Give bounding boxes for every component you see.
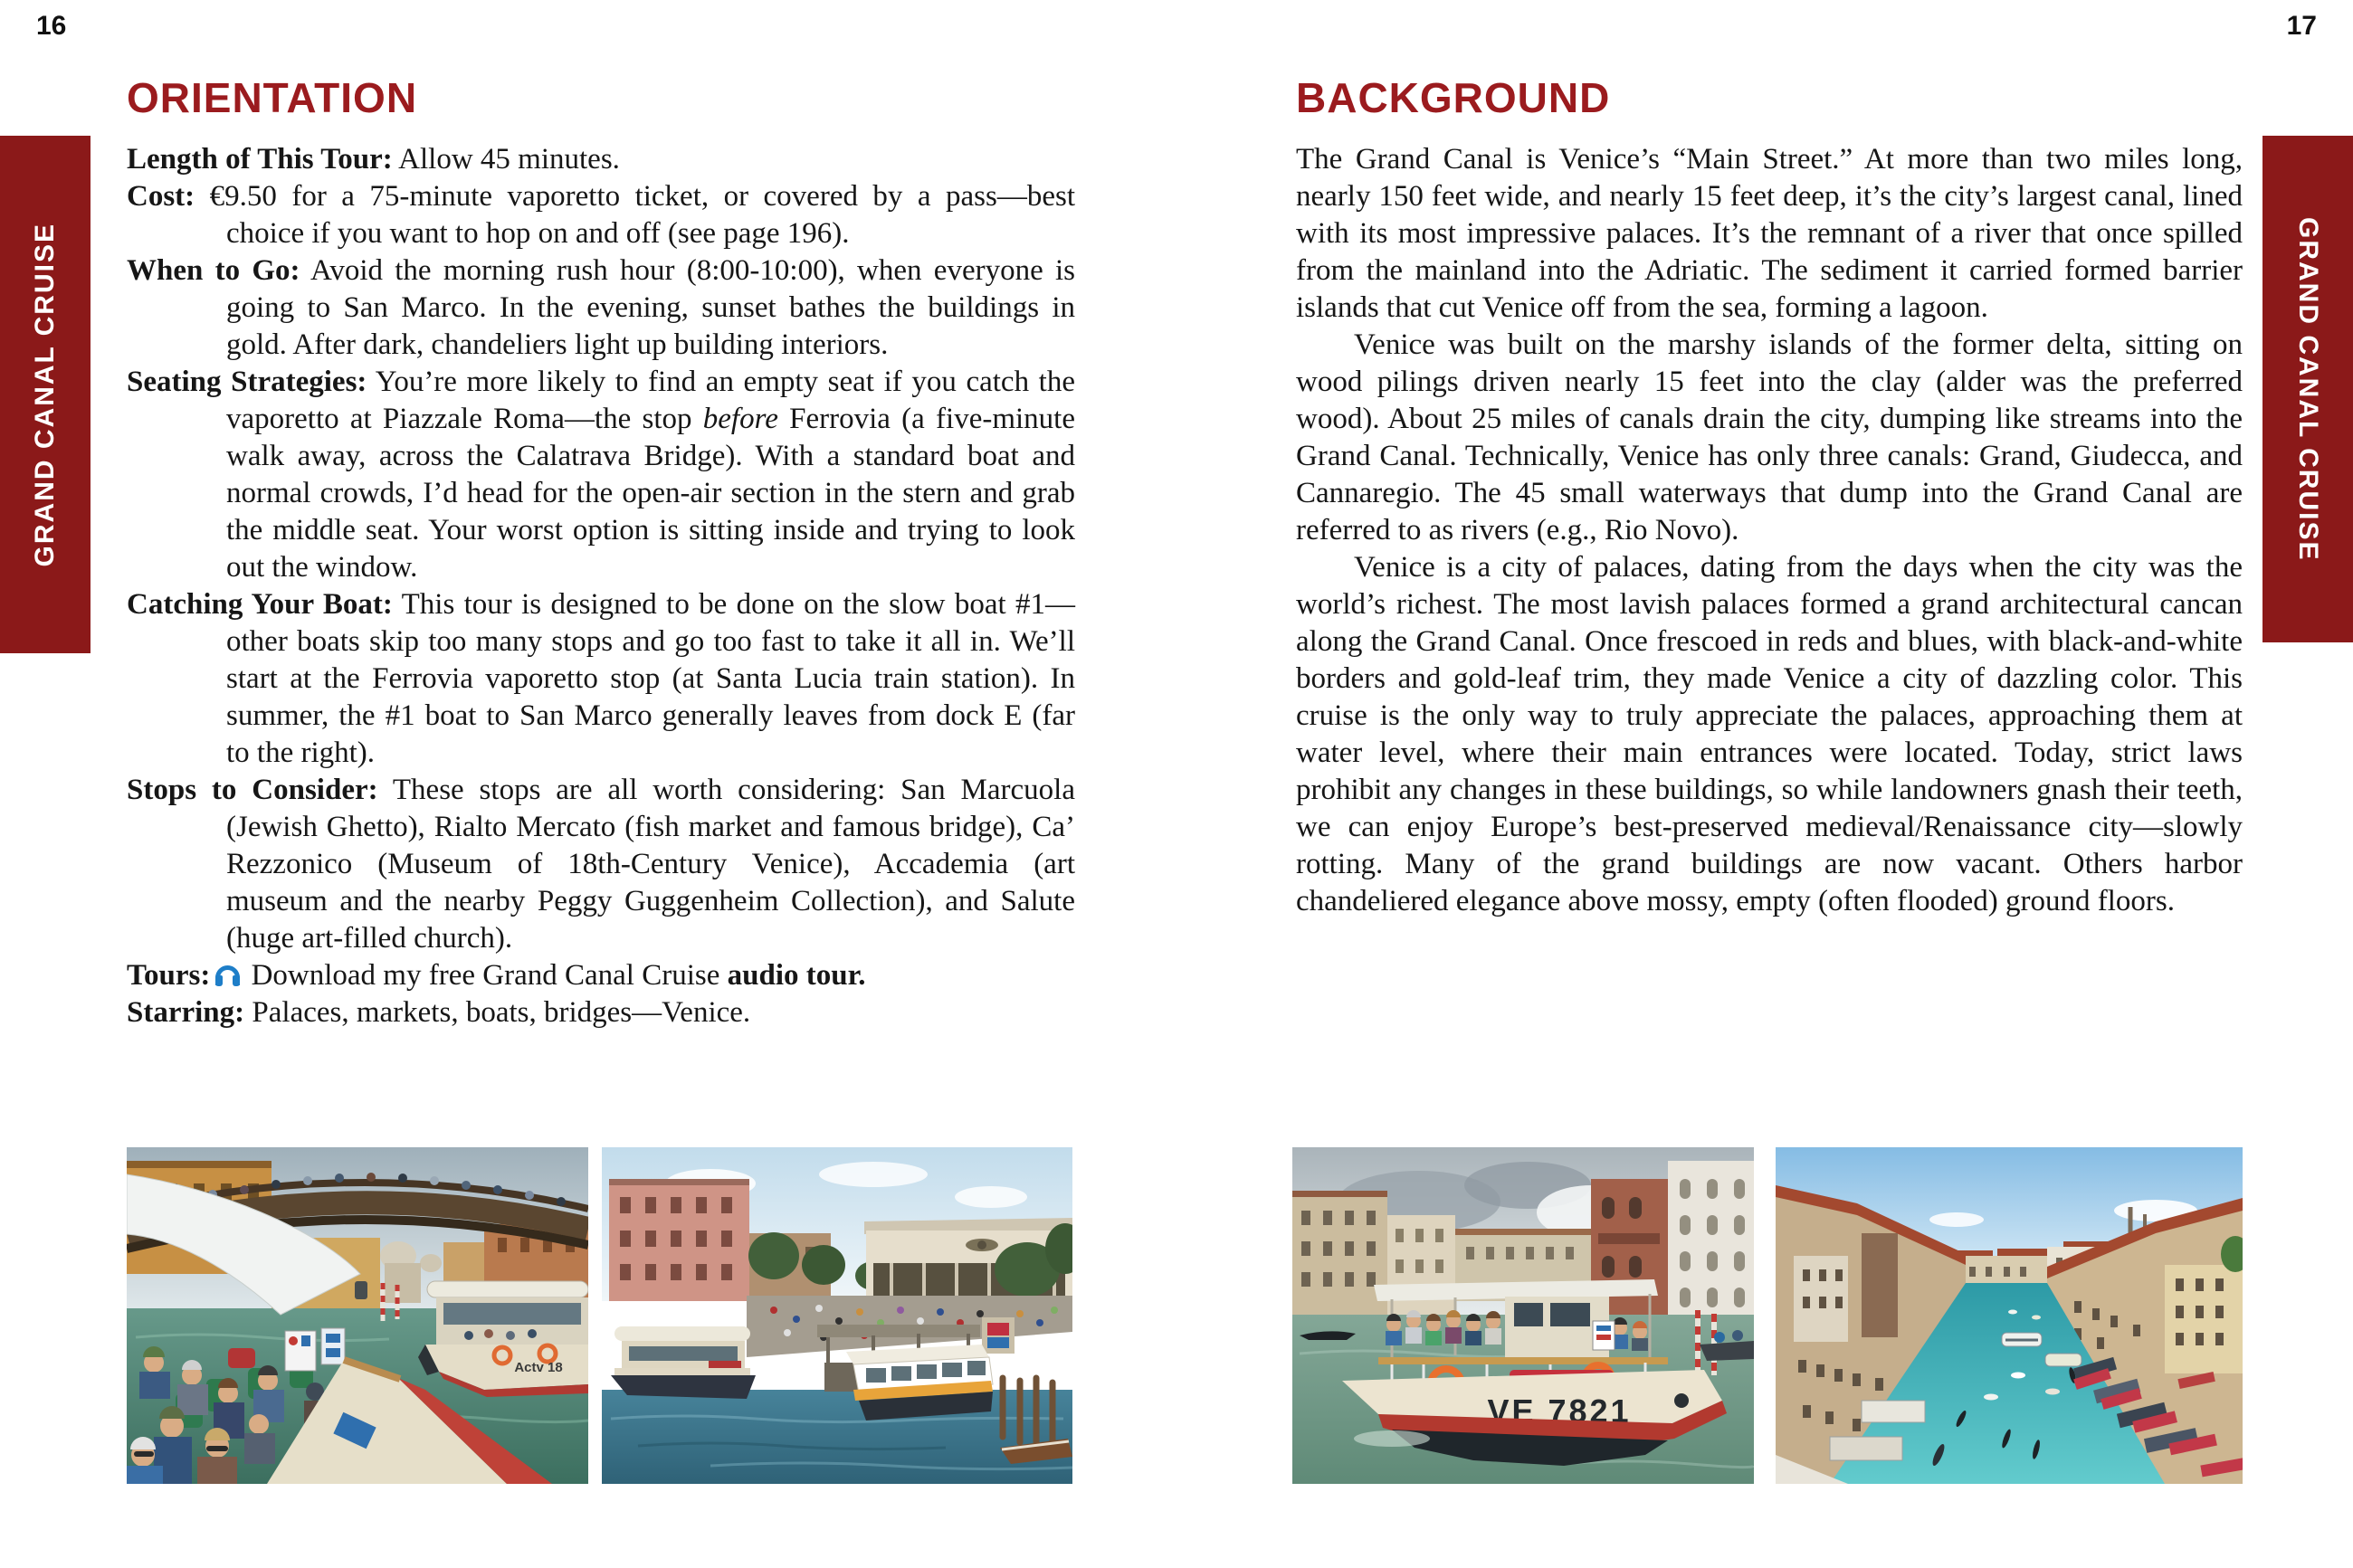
- orientation-entry: Catching Your Boat: This tour is designed to be done on the slow boat #1—other boats skip too many stops and go too fast to take it all in. We’ll start at the Ferrovia vaporetto stop (at Santa Lucia train station). In summer, the #1 boat to San Marco generally leaves from dock E (far to the right).: [127, 588, 1075, 769]
- background-paragraph: Venice is a city of palaces, dating from the days when the city was the world’s richest. The most lavish palaces formed a grand architectural cancan along the Grand Canal. Once frescoed in reds and blues, with black-and-white borders and gold-leaf trim, they made Venice a city of dazzling color. This cruise is the only way to truly appreciate the palaces, approaching them at water level, where their main entrances were located. Today, strict laws prohibit any changes in these buildings, so while landowners gnash their teeth, we can enjoy Europe’s best-preserved medieval/Renaissance city—slowly rotting. Many of the grand buildings are now vacant. Others harbor chandeliered elegance above mossy, empty (often flooded) ground floors.: [1296, 551, 2243, 917]
- orientation-entry: Length of This Tour: Allow 45 minutes.: [127, 143, 620, 176]
- photo-vaporetto-ve7821: [1292, 1147, 1754, 1484]
- orientation-entries: [127, 141, 1075, 1031]
- chapter-tab-label: GRAND CANAL CRUISE: [2293, 216, 2323, 562]
- photo-illustration: [1292, 1147, 1754, 1484]
- chapter-tab-left: [0, 136, 90, 653]
- moored-vaporetto-center: [846, 1345, 993, 1421]
- photo-vaporetto-stern-accademia-bridge: [127, 1147, 588, 1484]
- orientation-entry: Stops to Consider: These stops are all worth considering: San Marcuola (Jewish Ghetto), Rialto Mercato (fish market and famous bridge), Ca’ Rezzonico (Museum of 18th-Century Venice), Accademia (art museum and the nearby Peggy Guggenheim Collection), and Salute (huge art-filled church).: [127, 774, 1075, 955]
- background-paragraph: The Grand Canal is Venice’s “Main Street.” At more than two miles long, nearly 150 feet wide, and nearly 15 feet deep, it’s the city’s largest canal, lined with its most impressive palaces. It’s the remnant of a river that once spilled from the mainland into the Adriatic. The sediment it carried formed barrier islands that cut Venice off from the sea, forming a lagoon.: [1296, 143, 2243, 324]
- page-number-left: 16: [36, 11, 67, 41]
- photo-illustration: [127, 1147, 588, 1484]
- photo-illustration: [1776, 1147, 2243, 1484]
- orientation-entry: Starring: Palaces, markets, boats, bridges—Venice.: [127, 996, 751, 1029]
- hull-number-label: VE 7821: [1487, 1392, 1632, 1430]
- section-heading-orientation: ORIENTATION: [127, 73, 418, 121]
- background-paragraphs: [1296, 141, 2243, 920]
- photo-grand-canal-aerial: [1776, 1147, 2243, 1484]
- orientation-entry: Cost: €9.50 for a 75-minute vaporetto ticket, or covered by a pass—best choice if you want to hop on and off (see page 196).: [127, 180, 1075, 250]
- orientation-entry: Tours: Download my free Grand Canal Cruise audio tour.: [127, 959, 866, 992]
- orientation-entry: Seating Strategies: You’re more likely to find an empty seat if you catch the vaporetto at Piazzale Roma—the stop before Ferrovia (a five-minute walk away, across the Calatrava Bridge). With a standard boat and normal crowds, I’d head for the open-air section in the stern and grab the middle seat. Your worst option is sitting inside and trying to look out the window.: [127, 366, 1075, 584]
- boat-route-label: Actv 18: [514, 1360, 563, 1375]
- photo-ferrovia-vaporetto-stop: [602, 1147, 1072, 1484]
- section-heading-background: BACKGROUND: [1296, 73, 1611, 121]
- orientation-entry: When to Go: Avoid the morning rush hour (8:00-10:00), when everyone is going to San Marco. In the evening, sunset bathes the buildings in gold. After dark, chandeliers light up building interiors.: [127, 254, 1075, 361]
- photo-illustration: [602, 1147, 1072, 1484]
- background-paragraph: Venice was built on the marshy islands of the former delta, sitting on wood pilings driven nearly 15 feet into the clay (alder was the preferred wood). About 25 miles of canals drain the city, dumping like streams into the Grand Canal. Technically, Venice has only three canals: Grand, Giudecca, and Cannaregio. The 45 small waterways that dump into the Grand Canal are referred to as rivers (e.g., Rio Novo).: [1296, 328, 2243, 546]
- chapter-tab-label: GRAND CANAL CRUISE: [30, 222, 60, 567]
- moored-vaporetto-left: [611, 1326, 756, 1399]
- page-number-right: 17: [2286, 11, 2317, 41]
- chapter-tab-right: [2262, 136, 2353, 642]
- headphones-icon: [215, 965, 240, 986]
